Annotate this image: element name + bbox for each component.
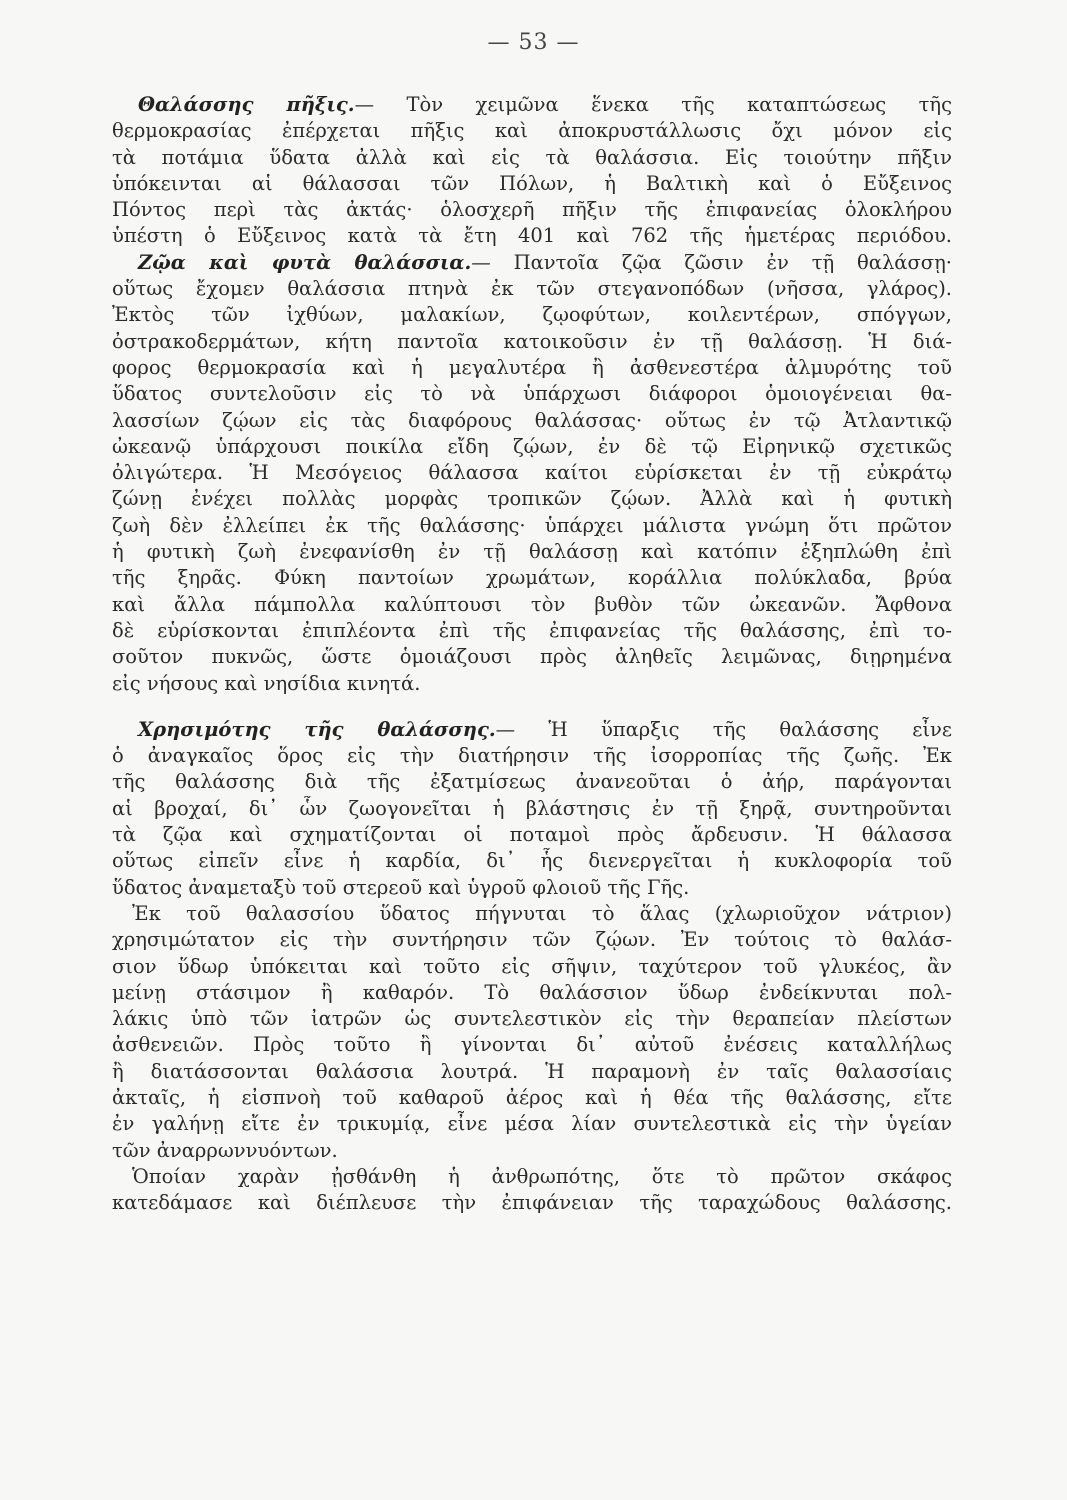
- section-1-line-1: [112, 92, 952, 118]
- text-line: τὰ ποτάμια ὕδατα ἀλλὰ καὶ εἰς τὰ θαλάσσια. Εἰς τοιούτην πῆξιν: [112, 145, 952, 169]
- text-line: ἀκταῖς, ἡ εἰσπνοὴ τοῦ καθαροῦ ἀέρος καὶ ἡ θέα τῆς θαλάσσης, εἴτε: [112, 1085, 952, 1109]
- section-heading-sea-freezing: Θαλάσσης πῆξις.: [138, 93, 355, 116]
- text-line: ὀστρακοδερμάτων, κήτη παντοῖα κατοικοῦσιν ἐν τῇ θαλάσσῃ. Ἡ διά-: [112, 329, 952, 353]
- text-line: Ἐκτὸς τῶν ἰχθύων, μαλακίων, ζῳοφύτων, κοιλεντέρων, σπόγγων,: [112, 303, 952, 327]
- text-line: καὶ ἄλλα πάμπολλα καλύπτουσι τὸν βυθὸν τῶν ὠκεανῶν. Ἄφθονα: [112, 592, 952, 616]
- text-line: ὕδατος συντελοῦσιν εἰς τὸ νὰ ὑπάρχωσι διάφοροι ὁμοιογένειαι θα-: [112, 382, 952, 406]
- text-line: φορος θερμοκρασία καὶ ἡ μεγαλυτέρα ἢ ἀσθενεστέρα ἁλμυρότης τοῦ: [112, 355, 952, 379]
- text-line: ὑπόκεινται αἱ θάλασσαι τῶν Πόλων, ἡ Βαλτικὴ καὶ ὁ Εὔξεινος: [112, 171, 952, 195]
- text-line: ἀσθενειῶν. Πρὸς τοῦτο ἢ γίνονται δι᾿ αὐτοῦ ἐνέσεις καταλλήλως: [112, 1033, 952, 1057]
- section-gap: [112, 697, 952, 717]
- body-text: [112, 92, 952, 1216]
- text-line: ζώνῃ ἐνέχει πολλὰς μορφὰς τροπικῶν ζῴων. Ἀλλὰ καὶ ἡ φυτικὴ: [112, 487, 952, 511]
- text-line: εἰς νήσους καὶ νησίδια κινητά.: [112, 671, 421, 695]
- text-line: τῶν ἀναρρωννυόντων.: [112, 1138, 338, 1162]
- text-line: ζωὴ δὲν ἐλλείπει ἐκ τῆς θαλάσσης· ὑπάρχει μάλιστα γνώμη ὅτι πρῶτον: [112, 513, 952, 537]
- text-line: οὕτως ἔχομεν θαλάσσια πτηνὰ ἐκ τῶν στεγανοπόδων (νῆσσα, γλάρος).: [112, 277, 952, 301]
- text-line: οὕτως εἰπεῖν εἶνε ἡ καρδία, δι᾿ ἧς διενεργεῖται ἡ κυκλοφορία τοῦ: [112, 849, 952, 873]
- text-line: — Τὸν χειμῶνα ἕνεκα τῆς καταπτώσεως τῆς: [354, 93, 952, 116]
- text-line: μείνῃ στάσιμον ἢ καθαρόν. Τὸ θαλάσσιον ὕδωρ ἐνδείκνυται πολ-: [112, 980, 952, 1004]
- text-line: ὕδατος ἀναμεταξὺ τοῦ στερεοῦ καὶ ὑγροῦ φλοιοῦ τῆς Γῆς.: [112, 875, 690, 899]
- text-line: τῆς ξηρᾶς. Φύκη παντοίων χρωμάτων, κοράλλια πολύκλαδα, βρύα: [112, 566, 952, 590]
- text-line: δὲ εὑρίσκονται ἐπιπλέοντα ἐπὶ τῆς ἐπιφανείας τῆς θαλάσσης, ἐπὶ το-: [112, 618, 952, 642]
- section-heading-sea-usefulness: Χρησιμότης τῆς θαλάσσης.: [138, 717, 496, 741]
- text-line: χρησιμώτατον εἰς τὴν συντήρησιν τῶν ζῴων. Ἐν τούτοις τὸ θαλάσ-: [112, 928, 952, 952]
- text-line: κατεδάμασε καὶ διέπλευσε τὴν ἐπιφάνειαν τῆς ταραχώδους θαλάσσης.: [112, 1191, 952, 1215]
- text-line: σοῦτον πυκνῶς, ὥστε ὁμοιάζουσι πρὸς ἀληθεῖς λειμῶνας, διῃρημένα: [112, 645, 952, 669]
- section-2-line-1: [112, 250, 952, 276]
- section-3-line-1: [112, 717, 952, 743]
- text-line: ὠκεανῷ ὑπάρχουσι ποικίλα εἴδη ζῴων, ἐν δὲ τῷ Εἰρηνικῷ σχετικῶς: [112, 434, 952, 458]
- text-line: ἡ φυτικὴ ζωὴ ἐνεφανίσθη ἐν τῇ θαλάσσῃ καὶ κατόπιν ἐξηπλώθη ἐπὶ: [112, 540, 952, 564]
- text-line: ὁ ἀναγκαῖος ὅρος εἰς τὴν διατήρησιν τῆς ἰσορροπίας τῆς ζωῆς. Ἐκ: [112, 744, 952, 768]
- text-line: Πόντος περὶ τὰς ἀκτάς· ὁλοσχερῆ πῆξιν τῆς ἐπιφανείας ὁλοκλήρου: [112, 198, 952, 222]
- text-line: Ὁποίαν χαρὰν ᾐσθάνθη ἡ ἀνθρωπότης, ὅτε τὸ πρῶτον σκάφος: [132, 1164, 952, 1188]
- text-line: λάκις ὑπὸ τῶν ἰατρῶν ὡς συντελεστικὸν εἰς τὴν θεραπείαν πλείστων: [112, 1007, 952, 1031]
- text-line: λασσίων ζῴων εἰς τὰς διαφόρους θαλάσσας· οὕτως ἐν τῷ Ἀτλαντικῷ: [112, 408, 952, 432]
- text-line: ἢ διατάσσονται θαλάσσια λουτρά. Ἡ παραμονὴ ἐν ταῖς θαλασσίαις: [112, 1059, 952, 1083]
- text-line: θερμοκρασίας ἐπέρχεται πῆξις καὶ ἀποκρυστάλλωσις ὄχι μόνον εἰς: [112, 119, 952, 143]
- section-heading-sea-animals-plants: Ζῷα καὶ φυτὰ θαλάσσια.: [138, 250, 472, 274]
- text-line: αἱ βροχαί, δι᾿ ὧν ζωογονεῖται ἡ βλάστησις ἐν τῇ ξηρᾷ, συντηροῦνται: [112, 796, 952, 820]
- text-line: τὰ ζῷα καὶ σχηματίζονται οἱ ποταμοὶ πρὸς ἄρδευσιν. Ἡ θάλασσα: [112, 823, 952, 847]
- text-line: — Ἡ ὕπαρξις τῆς θαλάσσης εἶνε: [495, 717, 952, 741]
- text-line: ὀλιγώτερα. Ἡ Μεσόγειος θάλασσα καίτοι εὑρίσκεται ἐν τῇ εὐκράτῳ: [112, 461, 952, 485]
- text-line: ἐν γαλήνῃ εἴτε ἐν τρικυμίᾳ, εἶνε μέσα λίαν συντελεστικὰ εἰς τὴν ὑγείαν: [112, 1112, 952, 1136]
- page-number: — 53 —: [487, 30, 580, 55]
- text-line: Ἐκ τοῦ θαλασσίου ὕδατος πήγνυται τὸ ἅλας (χλωριοῦχον νάτριον): [132, 901, 952, 925]
- text-line: ὑπέστη ὁ Εὔξεινος κατὰ τὰ ἔτη 401 καὶ 762 τῆς ἡμετέρας περιόδου.: [112, 224, 952, 248]
- text-line: τῆς θαλάσσης διὰ τῆς ἐξατμίσεως ἀνανεοῦται ὁ ἀήρ, παράγονται: [112, 770, 952, 794]
- text-line: σιον ὕδωρ ὑπόκειται καὶ τοῦτο εἰς σῆψιν, ταχύτερον τοῦ γλυκέος, ἂν: [112, 954, 952, 978]
- text-line: — Παντοῖα ζῷα ζῶσιν ἐν τῇ θαλάσσῃ·: [471, 250, 952, 274]
